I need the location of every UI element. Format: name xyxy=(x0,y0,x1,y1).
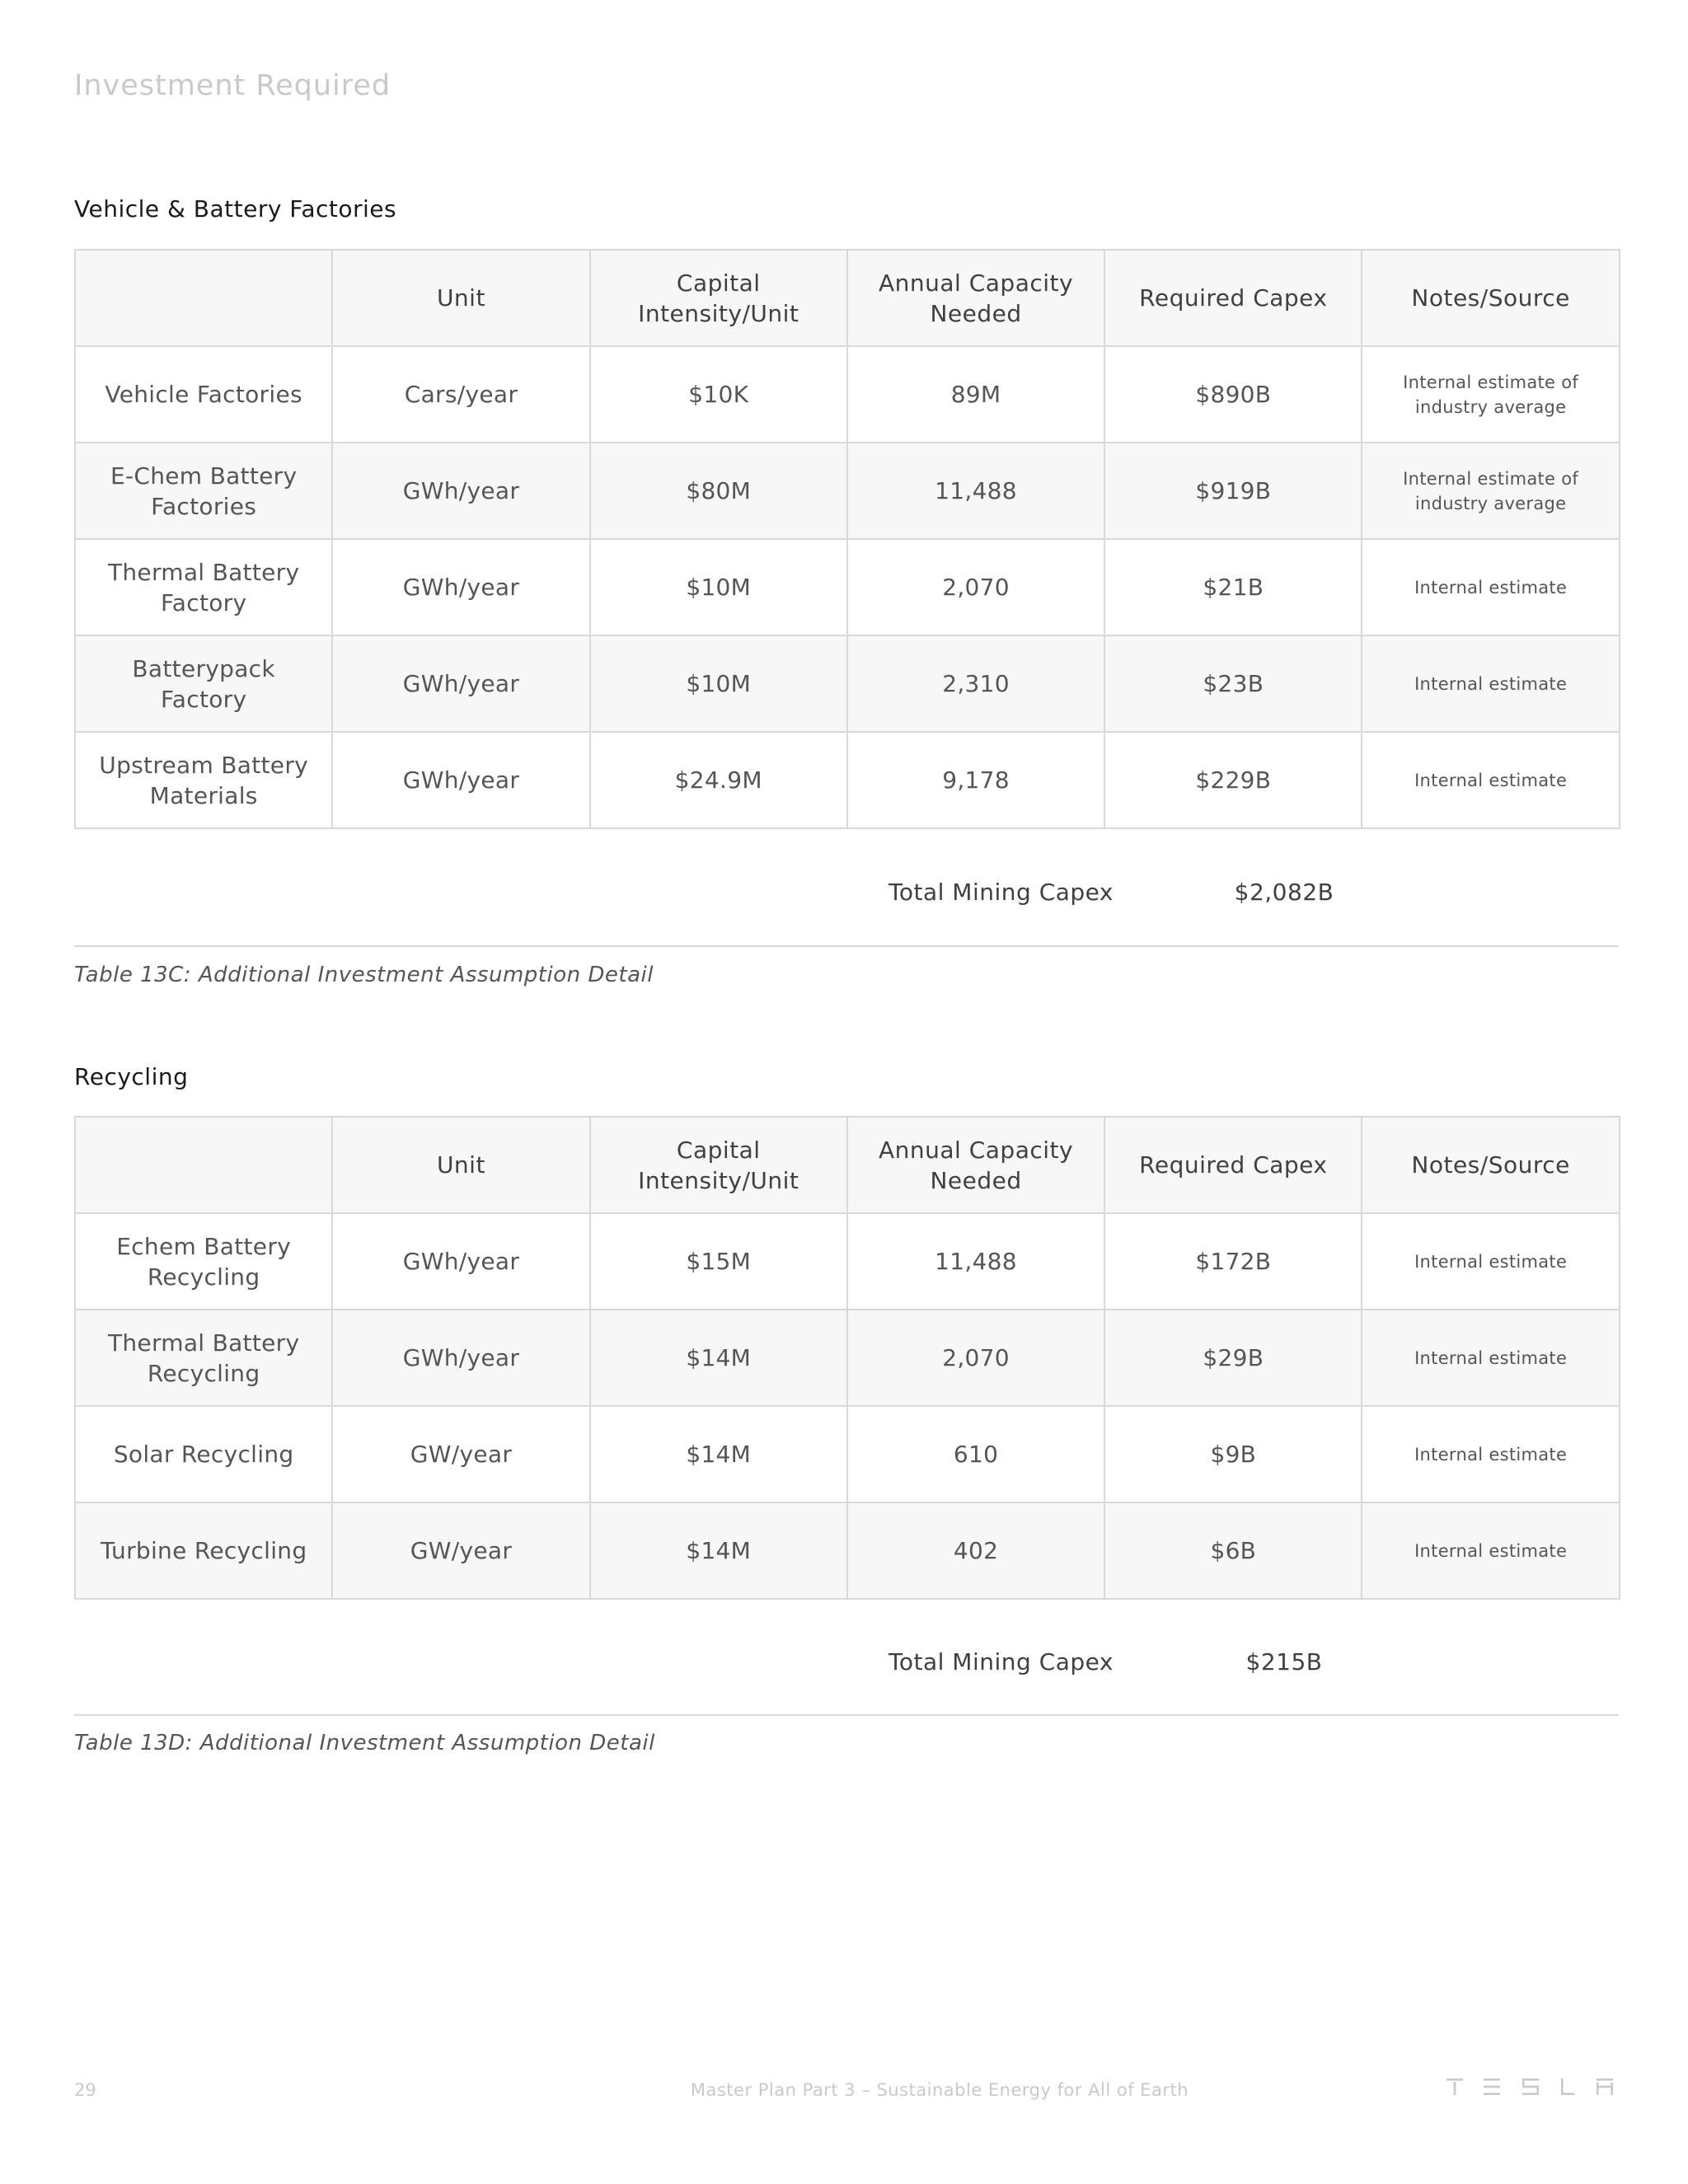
row-capacity: 2,070 xyxy=(847,1310,1104,1406)
row-capacity: 2,070 xyxy=(847,539,1104,635)
row-intensity: $14M xyxy=(590,1406,847,1502)
column-header-unit: Unit xyxy=(332,1117,589,1213)
row-name: E-Chem Battery Factories xyxy=(75,443,332,539)
page-title: Investment Required xyxy=(74,69,392,102)
column-header-intensity: Capital Intensity/Unit xyxy=(590,1117,847,1213)
row-capacity: 2,310 xyxy=(847,635,1104,732)
row-intensity: $14M xyxy=(590,1310,847,1406)
total-label: Total Mining Capex xyxy=(889,879,1114,906)
row-unit: GWh/year xyxy=(332,732,589,828)
factories-table xyxy=(74,249,1620,829)
row-name: Echem Battery Recycling xyxy=(75,1213,332,1310)
row-note: Internal estimate of industry average xyxy=(1362,443,1619,539)
table-row xyxy=(75,635,1620,732)
column-header-capacity: Annual Capacity Needed xyxy=(847,1117,1104,1213)
row-unit: GWh/year xyxy=(332,1213,589,1310)
page-number: 29 xyxy=(74,2080,96,2100)
total-row xyxy=(74,1648,1619,1681)
row-capacity: 9,178 xyxy=(847,732,1104,828)
column-header-capex: Required Capex xyxy=(1104,250,1362,346)
row-intensity: $80M xyxy=(590,443,847,539)
row-name: Upstream Battery Materials xyxy=(75,732,332,828)
row-capacity: 11,488 xyxy=(847,1213,1104,1310)
row-capex: $172B xyxy=(1104,1213,1362,1310)
row-unit: GW/year xyxy=(332,1502,589,1599)
row-name: Thermal Battery Recycling xyxy=(75,1310,332,1406)
column-header-intensity: Capital Intensity/Unit xyxy=(590,250,847,346)
row-name: Vehicle Factories xyxy=(75,346,332,443)
row-capex: $890B xyxy=(1104,346,1362,443)
row-capex: $9B xyxy=(1104,1406,1362,1502)
row-capacity: 89M xyxy=(847,346,1104,443)
row-capex: $6B xyxy=(1104,1502,1362,1599)
column-header-notes: Notes/Source xyxy=(1362,250,1619,346)
section-title-recycling: Recycling xyxy=(74,1063,189,1090)
row-name: Thermal Battery Factory xyxy=(75,539,332,635)
table-row xyxy=(75,346,1620,443)
total-row xyxy=(74,879,1619,912)
table-header-row xyxy=(75,250,1620,346)
table-row xyxy=(75,732,1620,828)
row-unit: GWh/year xyxy=(332,443,589,539)
table-caption: Table 13D: Additional Investment Assumption Detail xyxy=(74,1731,655,1755)
row-unit: GWh/year xyxy=(332,539,589,635)
row-note: Internal estimate xyxy=(1362,539,1619,635)
row-capacity: 11,488 xyxy=(847,443,1104,539)
table-header-row xyxy=(75,1117,1620,1213)
row-note: Internal estimate xyxy=(1362,635,1619,732)
row-intensity: $10K xyxy=(590,346,847,443)
total-value: $215B xyxy=(1245,1648,1323,1675)
tesla-logo xyxy=(1447,2079,1615,2100)
table-row xyxy=(75,1406,1620,1502)
column-header-name xyxy=(75,250,332,346)
row-unit: Cars/year xyxy=(332,346,589,443)
row-capex: $29B xyxy=(1104,1310,1362,1406)
row-name: Batterypack Factory xyxy=(75,635,332,732)
row-capex: $21B xyxy=(1104,539,1362,635)
column-header-unit: Unit xyxy=(332,250,589,346)
row-note: Internal estimate xyxy=(1362,1406,1619,1502)
row-intensity: $24.9M xyxy=(590,732,847,828)
divider xyxy=(74,945,1619,947)
row-capacity: 610 xyxy=(847,1406,1104,1502)
row-intensity: $10M xyxy=(590,539,847,635)
recycling-table xyxy=(74,1116,1620,1600)
row-unit: GW/year xyxy=(332,1406,589,1502)
row-note: Internal estimate xyxy=(1362,1502,1619,1599)
row-intensity: $10M xyxy=(590,635,847,732)
table-row xyxy=(75,1213,1620,1310)
total-label: Total Mining Capex xyxy=(889,1648,1114,1675)
row-unit: GWh/year xyxy=(332,635,589,732)
table-row xyxy=(75,1502,1620,1599)
table-row xyxy=(75,443,1620,539)
row-note: Internal estimate of industry average xyxy=(1362,346,1619,443)
column-header-capacity: Annual Capacity Needed xyxy=(847,250,1104,346)
row-intensity: $15M xyxy=(590,1213,847,1310)
table-caption: Table 13C: Additional Investment Assumption Detail xyxy=(74,963,654,987)
row-capex: $229B xyxy=(1104,732,1362,828)
section-title-factories: Vehicle & Battery Factories xyxy=(74,195,397,223)
column-header-name xyxy=(75,1117,332,1213)
row-capacity: 402 xyxy=(847,1502,1104,1599)
column-header-capex: Required Capex xyxy=(1104,1117,1362,1213)
table-row xyxy=(75,539,1620,635)
row-capex: $919B xyxy=(1104,443,1362,539)
row-name: Solar Recycling xyxy=(75,1406,332,1502)
divider xyxy=(74,1714,1619,1716)
total-value: $2,082B xyxy=(1234,879,1334,906)
row-note: Internal estimate xyxy=(1362,732,1619,828)
tesla-wordmark-icon xyxy=(1447,2079,1615,2097)
row-name: Turbine Recycling xyxy=(75,1502,332,1599)
footer-title: Master Plan Part 3 – Sustainable Energy for All of Earth xyxy=(690,2080,1189,2100)
table-row xyxy=(75,1310,1620,1406)
row-unit: GWh/year xyxy=(332,1310,589,1406)
row-note: Internal estimate xyxy=(1362,1213,1619,1310)
row-capex: $23B xyxy=(1104,635,1362,732)
row-note: Internal estimate xyxy=(1362,1310,1619,1406)
column-header-notes: Notes/Source xyxy=(1362,1117,1619,1213)
row-intensity: $14M xyxy=(590,1502,847,1599)
